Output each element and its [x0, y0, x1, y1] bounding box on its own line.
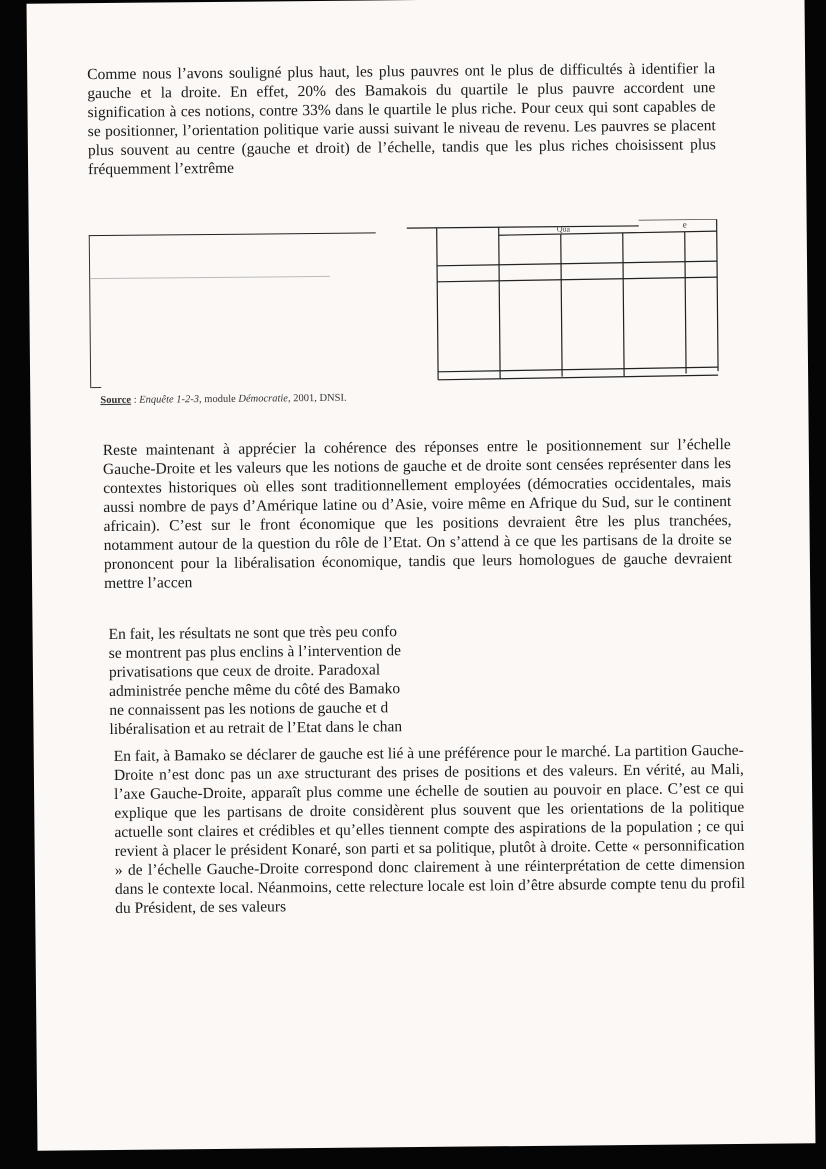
- table-top-left-rule: [407, 226, 639, 228]
- document-page: [27, 0, 816, 1151]
- table-bottom-border: [438, 375, 718, 380]
- source-rest: , module: [198, 393, 239, 406]
- source-separator: :: [131, 394, 140, 406]
- table-col-divider-2: [561, 235, 562, 377]
- figure-right-table: [407, 219, 723, 382]
- results-line: En fait, les résultats ne sont que très peu confo: [108, 623, 398, 644]
- paragraph-results-truncated: [108, 622, 429, 739]
- figure-faint-rule: [90, 276, 330, 279]
- results-line: ne connaissent pas les notions de gauche et d: [109, 699, 389, 719]
- source-tail: , 2001, DNSI.: [287, 392, 347, 405]
- table-right-border: [717, 219, 718, 371]
- table-left-border: [437, 228, 438, 380]
- results-line: administrée penche même du côté des Bamako: [109, 680, 401, 700]
- table-top-right-rule: [639, 219, 717, 220]
- paragraph-coherence: Reste maintenant à apprécier la cohérence des réponses entre le positionnement sur l’échelle Gauche-Droite et les valeurs que les notions de gauche et de droite sont censées représenter dans les contextes historiques où elles sont traditionnellement employées (démocraties occidentales, mais aussi nombre de pays d’Amérique latine ou d’Asie, voire même en Afrique du Sud, sur le continent africain). C’est sur le front économique que les positions devraient être les plus tranchées, notamment autour de la question du rôle de l’Etat. On s’attend à ce que les partisans de la droite se prononcent pour la libéralisation économique, tandis que leurs homologues de gauche devraient mettre l’accen: [102, 436, 732, 593]
- table-header-bottom-rule: [437, 261, 717, 266]
- source-survey: Enquête 1-2-3: [139, 394, 200, 406]
- source-module: Démocratie: [238, 393, 289, 405]
- paragraph-conclusion: En fait, à Bamako se déclarer de gauche est lié à une préférence pour le marché. La partition Gauche-Droite n’est donc pas un axe structurant des prises de positions et des valeurs. En vérité, au Mali, l’axe Gauche-Droite, apparaît plus comme une échelle de soutien au pouvoir en place. C’est ce qui explique que les partisans de droite considèrent plus souvent que les orientations de la politique actuelle sont claires et crédibles et qu’elles tiennent compte des aspirations de la population ; ce qui revient à placer le président Konaré, son parti et sa politique, plutôt à droite. Cette « personnification » de l’échelle Gauche-Droite correspond donc clairement à une réinterprétation de cette dimension dans le contexte local. Néanmoins, cette relecture locale est loin d’être absurde compte tenu du profil du Président, de ses valeurs: [113, 741, 746, 917]
- results-line: libéralisation et au retrait de l’Etat dans le chan: [109, 718, 403, 738]
- table-col-divider-1: [499, 227, 500, 379]
- figure-left-frame: [89, 232, 377, 388]
- source-label: Source: [100, 394, 132, 407]
- table-col-divider-4: [685, 231, 686, 373]
- table-total-rule: [438, 367, 718, 372]
- table-header-fragment: Qua: [556, 224, 571, 234]
- table-col-divider-3: [623, 233, 624, 376]
- figure-source-note: [100, 393, 346, 406]
- results-line: privatisations que ceux de droite. Paradoxal: [108, 661, 381, 681]
- table-subheader-rule: [499, 231, 717, 235]
- figure-bottom-tick: [91, 387, 101, 388]
- results-line: se montrent pas plus enclins à l’intervention de: [108, 642, 402, 663]
- paragraph-intro: Comme nous l’avons souligné plus haut, les plus pauvres ont le plus de difficultés à identifier la gauche et la droite. En effet, 20% des Bamakois du quartile le plus pauvre accordent une signification à ces notions, contre 33% dans le quartile le plus riche. Pour ceux qui sont capables de se positionner, l’orientation politique varie aussi suivant le niveau de revenu. Les pauvres se placent plus souvent au centre (gauche et droit) de l’échelle, tandis que les plus riches choisissent plus fréquemment l’extrême: [87, 60, 716, 179]
- table-header-mark: e: [682, 219, 687, 230]
- table-row-rule: [437, 277, 717, 282]
